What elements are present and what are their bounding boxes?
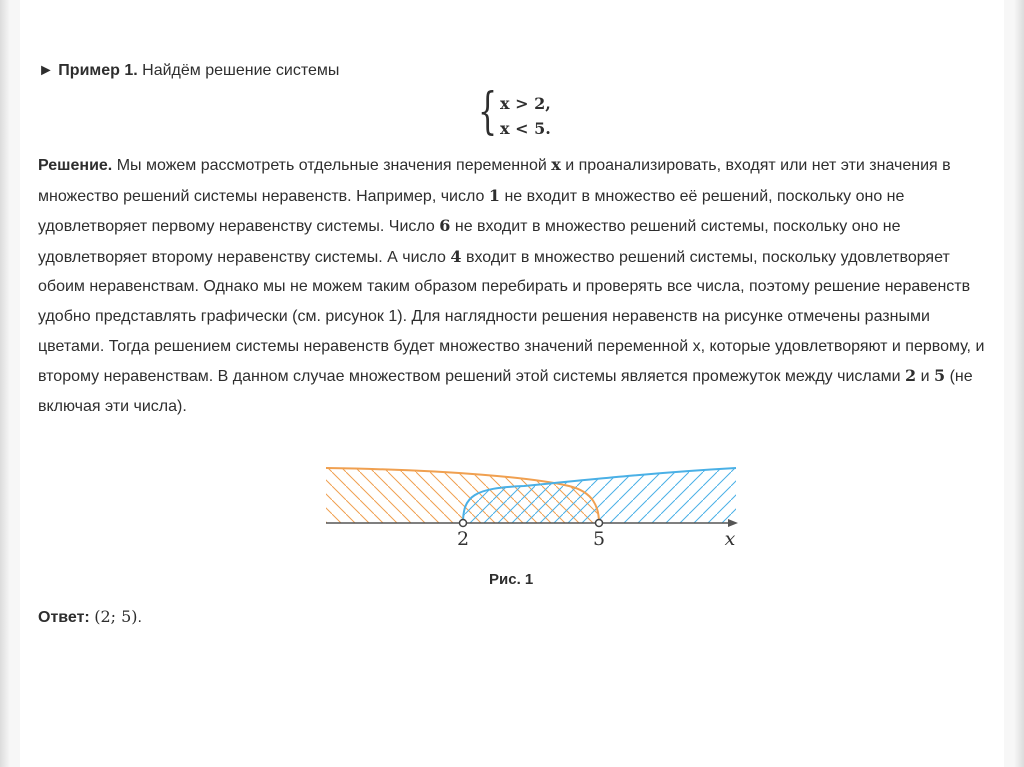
inequality-2: x < 5.	[500, 119, 551, 138]
slide-page	[20, 0, 1004, 767]
number-6: 6	[439, 216, 451, 236]
number-line-figure	[304, 458, 754, 558]
answer-label: Ответ:	[38, 609, 90, 626]
solution-text-3: не входит в множество её решений, поскольку оно не удовлетворяет первому неравенству системы. Число	[38, 187, 905, 236]
answer-line	[38, 607, 142, 627]
heading-text: Найдём решение системы	[142, 62, 340, 79]
right-edge-shadow	[1014, 0, 1024, 767]
heading-title: Пример 1.	[58, 62, 138, 79]
solution-text-5: входит в множество решений системы, поскольку удовлетворяет обоим неравенствам. Однако мы не можем таким образом перебирать и проверять все числа, поэтому решение неравенств удобно представлять графически (см. рисунок 1). Для наглядности решения неравенств на рисунке отмечены разными цветами. Тогда решением системы неравенств будет множество значений переменной x, которые удовлетворяют и первому, и второму неравенствам. В данном случае множеством решений этой системы является промежуток между числами	[38, 248, 985, 386]
solution-and: и	[920, 368, 930, 386]
number-5: 5	[934, 366, 946, 386]
heading-marker: ►	[38, 62, 54, 79]
left-edge-shadow	[0, 0, 10, 767]
solution-text-2: и проанализировать, входят или нет эти значения в множество решений системы неравенств. Например, число	[38, 157, 951, 205]
example-heading	[38, 60, 339, 82]
number-2: 2	[905, 366, 917, 386]
solution-text-4: не входит в множество решений системы, поскольку оно не удовлетворяет второму неравенству системы. А число	[38, 218, 901, 266]
number-1: 1	[488, 185, 500, 205]
tick-label-2: 2	[456, 528, 470, 550]
system-brace: {	[478, 82, 498, 140]
number-4: 4	[450, 246, 462, 266]
variable-x: x	[551, 155, 561, 174]
answer-value: (2; 5)	[94, 607, 138, 626]
solution-text-6: (не включая эти числа).	[38, 368, 973, 415]
answer-end: .	[137, 609, 142, 626]
axis-label-x: x	[724, 528, 736, 550]
tick-label-5: 5	[592, 528, 606, 550]
solution-paragraph	[38, 150, 988, 421]
open-point-2	[460, 520, 467, 527]
inequality-1: x > 2,	[500, 94, 551, 113]
solution-text-1: Мы можем рассмотреть отдельные значения переменной	[116, 157, 547, 174]
solution-label: Решение.	[38, 157, 113, 174]
figure-caption: Рис. 1	[489, 571, 534, 588]
open-point-5	[596, 520, 603, 527]
